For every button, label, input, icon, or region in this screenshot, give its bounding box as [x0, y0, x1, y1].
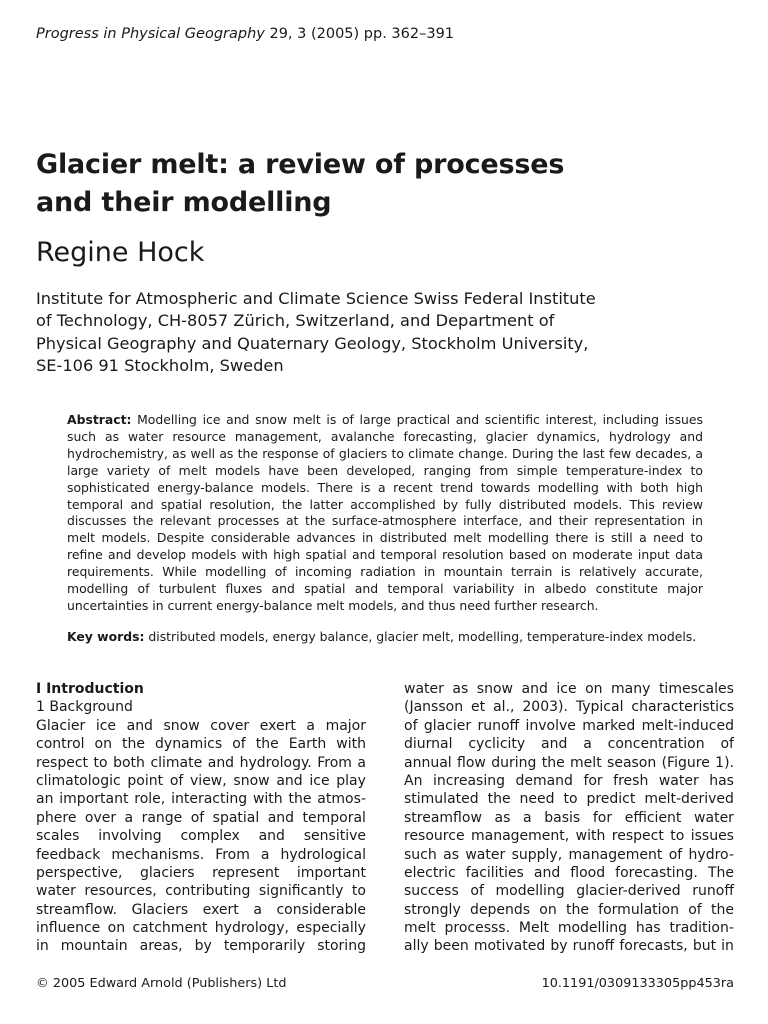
- keywords: [67, 629, 717, 646]
- text-line: electric facilities and flood forecasting. The: [404, 864, 734, 881]
- affiliation-line: of Technology, CH-8057 Zürich, Switzerland, and Department of: [36, 311, 555, 331]
- right-column-body: [404, 680, 734, 956]
- title-line: and their modelling: [36, 187, 332, 218]
- left-column-body: [36, 717, 366, 956]
- affiliation: [36, 288, 736, 378]
- affiliation-line: Institute for Atmospheric and Climate Science Swiss Federal Institute: [36, 289, 596, 308]
- copyright-notice: © 2005 Edward Arnold (Publishers) Ltd: [36, 976, 287, 991]
- text-line: climatologic point of view, snow and ice play: [36, 772, 366, 789]
- text-line: (Jansson et al., 2003). Typical characteristics: [404, 699, 734, 716]
- text-line: feedback mechanisms. From a hydrological: [36, 846, 366, 863]
- section-heading: I Introduction: [36, 681, 144, 697]
- journal-name: Progress in Physical Geography: [36, 26, 265, 42]
- keywords-label: Key words:: [67, 629, 145, 644]
- text-line: influence on catchment hydrology, especially: [36, 920, 366, 937]
- text-line: resource management, with respect to issues: [404, 828, 734, 845]
- text-line: success of modelling glacier-derived runoff: [404, 883, 734, 900]
- text-line: water as snow and ice on many timescales: [404, 681, 734, 697]
- text-line: water resources, contributing significantly to: [36, 883, 366, 900]
- abstract: [67, 412, 703, 615]
- title-line: Glacier melt: a review of processes: [36, 149, 565, 180]
- text-line: diurnal cyclicity and a concentration of: [404, 736, 734, 753]
- text-line: strongly depends on the formulation of the: [404, 901, 734, 918]
- text-line: ally been motivated by runoff forecasts, but in: [404, 938, 734, 955]
- right-column: [404, 680, 734, 956]
- text-line: respect to both climate and hydrology. From a: [36, 754, 366, 771]
- text-line: stimulated the need to predict melt-derived: [404, 791, 734, 808]
- text-line: perspective, glaciers represent important: [36, 864, 366, 881]
- text-line: streamflow. Glaciers exert a considerable: [36, 901, 366, 918]
- text-line: of glacier runoff involve marked melt-induced: [404, 717, 734, 734]
- keywords-text: distributed models, energy balance, glacier melt, modelling, temperature-index models.: [148, 629, 697, 644]
- text-line: phere over a range of spatial and temporal: [36, 809, 366, 826]
- text-line: such as water supply, management of hydro-: [404, 846, 734, 863]
- text-line: An increasing demand for fresh water has: [404, 772, 734, 789]
- text-line: in mountain areas, by temporarily storing: [36, 938, 366, 955]
- text-line: streamflow as a basis for efficient water: [404, 809, 734, 826]
- text-line: scales involving complex and sensitive: [36, 828, 366, 845]
- subsection-heading: 1 Background: [36, 699, 133, 716]
- affiliation-line: Physical Geography and Quaternary Geology, Stockholm University,: [36, 333, 589, 353]
- text-line: control on the dynamics of the Earth with: [36, 736, 366, 753]
- paper-title: [36, 146, 736, 222]
- affiliation-line: SE-106 91 Stockholm, Sweden: [36, 356, 284, 376]
- abstract-label: Abstract:: [67, 412, 132, 427]
- doi: 10.1191/0309133305pp453ra: [541, 976, 734, 991]
- left-column: [36, 680, 366, 956]
- text-line: an important role, interacting with the atmos-: [36, 791, 366, 808]
- text-line: melt processs. Melt modelling has tradition-: [404, 920, 734, 937]
- author-name: Regine Hock: [36, 237, 205, 268]
- abstract-text: Modelling ice and snow melt is of large practical and scientific interest, including issues such as water resource management, avalanche forecasting, glacier dynamics, hydrology and hydrochemistry, as well as the response of glaciers to climate change. During the last few decades, a large variety of melt models have been developed, ranging from simple temperature-index to sophisticated energy-balance models. There is a recent trend towards modelling with both high temporal and spatial resolution, the latter accomplished by fully distributed models. This review discusses the relevant processes at the surface-atmosphere interface, and their representation in melt models. Despite considerable advances in distributed melt modelling there is still a need to refine and develop models with high spatial and temporal resolution based on moderate input data requirements. While modelling of incoming radiation in mountain terrain is relatively accurate, modelling of turbulent fluxes and spatial and temporal variability in albedo constitute major uncertainties in current energy-balance melt models, and thus need further research.: [67, 412, 703, 613]
- journal-volume-pages: 29, 3 (2005) pp. 362–391: [264, 26, 455, 42]
- text-line: Glacier ice and snow cover exert a major: [36, 717, 366, 734]
- journal-citation: [36, 26, 454, 42]
- text-line: annual flow during the melt season (Figure 1).: [404, 754, 734, 771]
